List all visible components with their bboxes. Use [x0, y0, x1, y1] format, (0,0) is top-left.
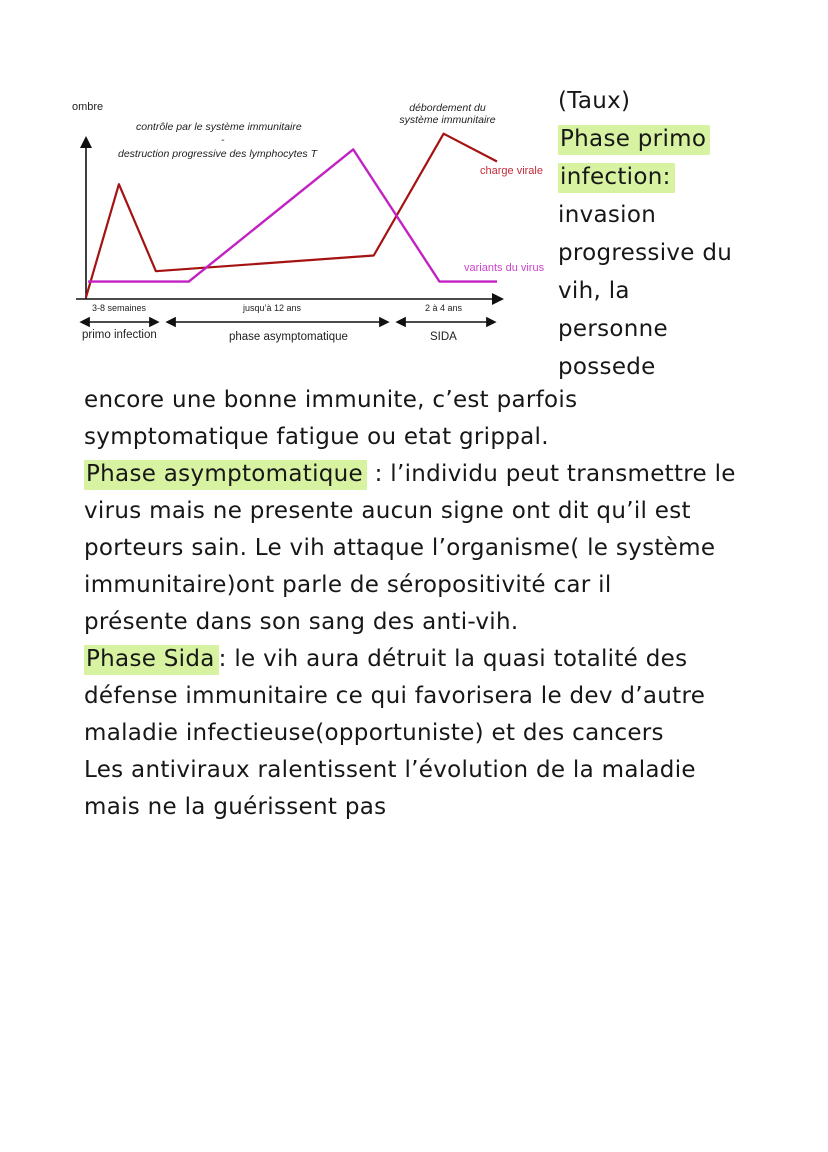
text-line: [84, 754, 804, 791]
duration-label-asympto: jusqu’à 12 ans: [243, 303, 302, 313]
text-segment: Les antiviraux ralentissent l’évolution de la maladie: [84, 757, 696, 783]
annotation-lymphocyte-destruction: destruction progressive des lymphocytes T: [118, 148, 318, 160]
annotation-immune-overflow: [385, 102, 510, 126]
text-segment: défense immunitaire ce qui favorisera le dev d’autre: [84, 683, 706, 709]
text-segment: immunitaire)ont parle de séropositivité car il: [84, 572, 612, 598]
text-segment: vih, la: [558, 278, 630, 304]
text-line: [84, 569, 804, 606]
variants-series-label: variants du virus: [464, 262, 545, 274]
notes-body: [84, 384, 804, 828]
y-axis-label: ombre: [72, 101, 104, 113]
text-line: [558, 350, 818, 388]
text-segment: présente dans son sang des anti-vih.: [84, 609, 519, 635]
text-segment: porteurs sain. Le vih attaque l’organisme( le système: [84, 535, 716, 561]
annotation-immune-overflow-line2: système immunitaire: [399, 114, 496, 127]
text-line: [84, 606, 804, 643]
notes-right-column: [558, 84, 818, 388]
text-line: [558, 274, 818, 312]
text-line: [84, 384, 804, 421]
annotation-immune-overflow-line1: débordement du: [409, 102, 486, 114]
text-segment: progressive du: [558, 240, 733, 266]
text-segment: mais ne la guérissent pas: [84, 794, 387, 820]
highlighted-text: infection:: [558, 163, 675, 193]
highlighted-text: Phase asymptomatique: [84, 460, 367, 490]
text-segment: symptomatique fatigue ou etat grippal.: [84, 424, 549, 450]
annotation-dash: -: [221, 134, 225, 146]
phase-label-sida: SIDA: [430, 331, 457, 343]
phase-label-primo: primo infection: [82, 329, 157, 341]
text-segment: possede: [558, 354, 656, 380]
text-line: [558, 122, 818, 160]
text-segment: maladie infectieuse(opportuniste) et des cancers: [84, 720, 664, 746]
highlighted-text: Phase primo: [558, 125, 710, 155]
duration-label-primo: 3-8 semaines: [92, 303, 147, 313]
text-line: [84, 458, 804, 495]
text-line: [84, 532, 804, 569]
highlighted-text: Phase Sida: [84, 645, 219, 675]
annotation-immune-control: contrôle par le système immunitaire: [136, 121, 302, 133]
text-segment: encore une bonne immunite, c’est parfois: [84, 387, 578, 413]
text-line: [84, 643, 804, 680]
text-line: [84, 791, 804, 828]
text-line: [84, 421, 804, 458]
text-line: [558, 160, 818, 198]
phase-label-asympto: phase asymptomatique: [229, 331, 348, 343]
text-segment: personne: [558, 316, 668, 342]
text-line: [558, 84, 818, 122]
text-segment: invasion: [558, 202, 657, 228]
text-line: [84, 680, 804, 717]
text-segment: (Taux): [558, 88, 631, 114]
viral-load-series-label: charge virale: [480, 165, 543, 177]
hiv-evolution-chart: [60, 95, 555, 357]
duration-label-sida: 2 à 4 ans: [425, 303, 463, 313]
text-line: [558, 312, 818, 350]
text-segment: : le vih aura détruit la quasi totalité des: [218, 646, 688, 672]
chart-svg: [60, 95, 555, 357]
text-line: [84, 495, 804, 532]
text-line: [558, 236, 818, 274]
text-line: [558, 198, 818, 236]
text-line: [84, 717, 804, 754]
text-segment: virus mais ne presente aucun signe ont dit qu’il est: [84, 498, 691, 524]
text-segment: : l’individu peut transmettre le: [367, 461, 736, 487]
